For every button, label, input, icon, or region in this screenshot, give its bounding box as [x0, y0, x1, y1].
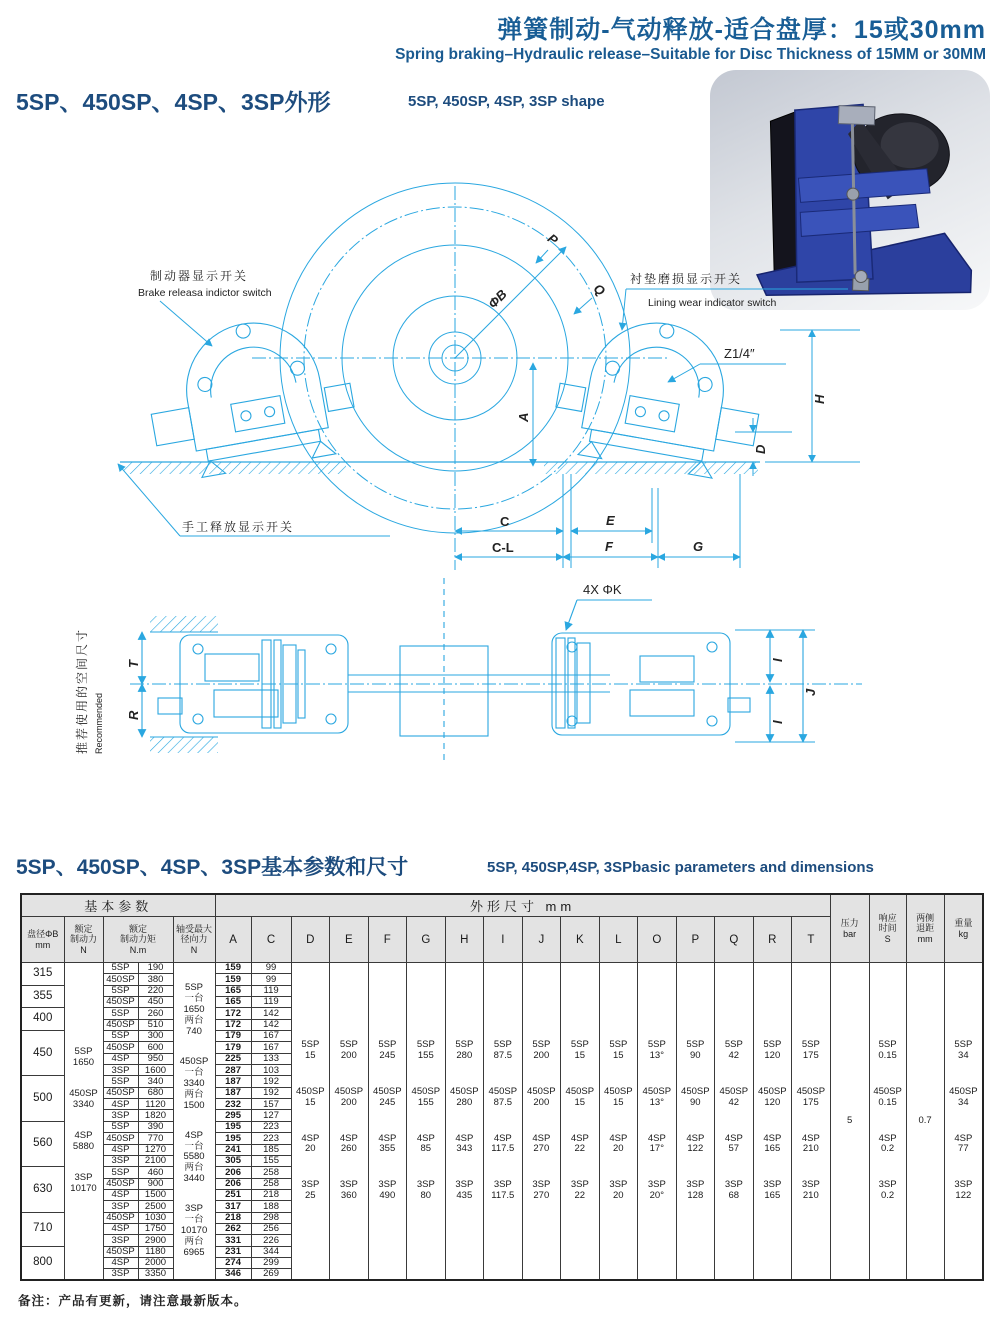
col-header-E: E: [330, 917, 369, 963]
ground-line: [120, 462, 760, 474]
cell-A: 195: [215, 1121, 251, 1132]
shape-section-title-en: 5SP, 450SP, 4SP, 3SP shape: [408, 93, 605, 110]
cell-torque: 340: [138, 1076, 173, 1087]
dim-label-e: E: [606, 513, 615, 528]
cell-A: 287: [215, 1065, 251, 1076]
cell-torque: 1750: [138, 1223, 173, 1234]
group-header-basic: 基本参数: [21, 894, 215, 917]
cell-model: 5SP: [103, 963, 138, 974]
lining-wear-label-en: Lining wear indicator switch: [648, 297, 777, 309]
cell-model: 450SP: [103, 1246, 138, 1257]
cell-A: 274: [215, 1257, 251, 1268]
dim-label-i1: I: [770, 658, 785, 662]
cell-torque: 770: [138, 1133, 173, 1144]
cell-C: 218: [251, 1189, 291, 1200]
cell-C: 167: [251, 1042, 291, 1053]
cell-model: 4SP: [103, 1144, 138, 1155]
cell-C: 99: [251, 974, 291, 985]
cell-dim-H: 5SP 280 450SP 280 4SP 343 3SP 435: [445, 963, 484, 1281]
cell-torque: 2900: [138, 1235, 173, 1246]
cell-model: 3SP: [103, 1110, 138, 1121]
cell-torque: 2100: [138, 1155, 173, 1166]
cell-model: 4SP: [103, 1223, 138, 1234]
cell-model: 3SP: [103, 1235, 138, 1246]
dim-label-j: J: [803, 688, 818, 696]
dim-label-a: A: [516, 412, 531, 422]
footer-note: 备注：产品有更新，请注意最新版本。: [18, 1294, 248, 1308]
cell-C: 298: [251, 1212, 291, 1223]
col-header-L: L: [599, 917, 638, 963]
col-header-disc: 盘径ΦB mm: [21, 917, 64, 963]
bolt-holes-label: 4X ΦK: [583, 582, 622, 597]
cell-C: 192: [251, 1076, 291, 1087]
col-header-K: K: [561, 917, 600, 963]
dim-label-d: D: [753, 444, 768, 454]
cell-diameter: 800: [21, 1246, 64, 1280]
dim-label-f: F: [605, 539, 613, 554]
right-caliper-top-view: [548, 307, 771, 484]
cell-A: 195: [215, 1133, 251, 1144]
cell-torque: 220: [138, 985, 173, 996]
cell-C: 119: [251, 985, 291, 996]
cell-model: 450SP: [103, 1133, 138, 1144]
cell-model: 3SP: [103, 1065, 138, 1076]
col-header-T: T: [792, 917, 831, 963]
dim-label-i2: I: [770, 720, 785, 724]
dim-label-p: P: [544, 230, 561, 248]
cell-model: 5SP: [103, 1167, 138, 1178]
cell-A: 241: [215, 1144, 251, 1155]
cell-dim-I: 5SP 87.5 450SP 87.5 4SP 117.5 3SP 117.5: [484, 963, 523, 1281]
technical-drawing: [0, 178, 1000, 808]
cell-weight: 5SP 34 450SP 34 4SP 77 3SP 122: [944, 963, 983, 1281]
cell-model: 450SP: [103, 1042, 138, 1053]
col-header-C: C: [251, 917, 291, 963]
cell-model: 5SP: [103, 1031, 138, 1042]
cell-model: 450SP: [103, 1178, 138, 1189]
cell-C: 185: [251, 1144, 291, 1155]
cell-radial-force: 5SP 一台 1650 两台 740 450SP 一台 3340 两台 1500 4SP 一台 5580 两台 3440 3SP 一台 10170 两台 6965: [173, 963, 215, 1281]
dim-label-phiB: ΦB: [484, 286, 510, 312]
cell-dim-T: 5SP 175 450SP 175 4SP 210 3SP 210: [792, 963, 831, 1281]
cell-C: 99: [251, 963, 291, 974]
cell-model: 450SP: [103, 1019, 138, 1030]
cell-A: 262: [215, 1223, 251, 1234]
left-caliper-top-view: [139, 307, 362, 484]
cell-A: 172: [215, 1008, 251, 1019]
col-header-G: G: [407, 917, 446, 963]
cell-torque: 950: [138, 1053, 173, 1064]
cell-A: 295: [215, 1110, 251, 1121]
cell-A: 218: [215, 1212, 251, 1223]
col-header-retract: 两侧 退距 mm: [906, 894, 944, 963]
cell-model: 450SP: [103, 1212, 138, 1223]
cell-model: 4SP: [103, 1257, 138, 1268]
cell-A: 232: [215, 1099, 251, 1110]
cell-torque: 2500: [138, 1201, 173, 1212]
cell-torque: 2000: [138, 1257, 173, 1268]
cell-diameter: 630: [21, 1167, 64, 1212]
dim-label-r: R: [126, 710, 141, 720]
cell-diameter: 450: [21, 1031, 64, 1076]
cell-rated-force: 5SP 1650 450SP 3340 4SP 5880 3SP 10170: [64, 963, 103, 1281]
cell-C: 258: [251, 1167, 291, 1178]
cell-dim-Q: 5SP 42 450SP 42 4SP 57 3SP 68: [715, 963, 754, 1281]
cell-model: 5SP: [103, 1076, 138, 1087]
col-header-force: 额定 制动力 N: [64, 917, 103, 963]
cell-diameter: 500: [21, 1076, 64, 1121]
cell-torque: 1500: [138, 1189, 173, 1200]
cell-A: 159: [215, 974, 251, 985]
cell-torque: 1180: [138, 1246, 173, 1257]
cell-model: 4SP: [103, 1053, 138, 1064]
col-header-J: J: [522, 917, 561, 963]
cell-dim-G: 5SP 155 450SP 155 4SP 85 3SP 80: [407, 963, 446, 1281]
cell-A: 172: [215, 1019, 251, 1030]
cell-dim-P: 5SP 90 450SP 90 4SP 122 3SP 128: [676, 963, 715, 1281]
col-header-A: A: [215, 917, 251, 963]
cell-torque: 900: [138, 1178, 173, 1189]
recommended-label-en: Recommended: [94, 692, 104, 754]
cell-A: 179: [215, 1031, 251, 1042]
cell-A: 165: [215, 985, 251, 996]
cell-diameter: 355: [21, 985, 64, 1008]
table-row: [21, 963, 983, 974]
cell-A: 187: [215, 1076, 251, 1087]
cell-dim-E: 5SP 200 450SP 200 4SP 260 3SP 360: [330, 963, 369, 1281]
cell-model: 3SP: [103, 1201, 138, 1212]
dim-label-t: T: [126, 660, 141, 668]
cell-pressure: 5: [830, 963, 869, 1281]
cell-torque: 1270: [138, 1144, 173, 1155]
dim-label-cl: C-L: [492, 540, 514, 555]
cell-dim-L: 5SP 15 450SP 15 4SP 20 3SP 20: [599, 963, 638, 1281]
cell-model: 450SP: [103, 997, 138, 1008]
params-section-title-en: 5SP, 450SP,4SP, 3SPbasic parameters and dimensions: [487, 859, 874, 876]
group-header-dims: 外形尺寸 mm: [215, 894, 830, 917]
cell-C: 142: [251, 1008, 291, 1019]
col-header-response: 响应 时间 S: [869, 894, 906, 963]
cell-diameter: 710: [21, 1212, 64, 1246]
cell-A: 251: [215, 1189, 251, 1200]
col-header-P: P: [676, 917, 715, 963]
page-title: 弹簧制动-气动释放-适合盘厚：15或30mm: [497, 16, 986, 44]
cell-A: 179: [215, 1042, 251, 1053]
dim-label-q: Q: [590, 280, 608, 299]
cell-retract: 0.7: [906, 963, 944, 1281]
cell-model: 3SP: [103, 1269, 138, 1280]
cell-torque: 1600: [138, 1065, 173, 1076]
brake-release-label-zh: 制动器显示开关: [150, 269, 249, 283]
page-subtitle: Spring braking–Hydraulic release–Suitable for Disc Thickness of 15MM or 30MM: [395, 46, 986, 63]
recommended-label-zh: 推荐使用的空间尺寸: [75, 627, 89, 754]
cell-response: 5SP 0.15 450SP 0.15 4SP 0.2 3SP 0.2: [869, 963, 906, 1281]
cell-A: 225: [215, 1053, 251, 1064]
cell-C: 344: [251, 1246, 291, 1257]
cell-A: 231: [215, 1246, 251, 1257]
cell-C: 103: [251, 1065, 291, 1076]
lining-wear-label-zh: 衬垫磨损显示开关: [630, 272, 743, 286]
disc-top-view: [252, 183, 668, 570]
cell-model: 450SP: [103, 1087, 138, 1098]
dim-label-g: G: [693, 539, 704, 554]
brake-release-label-en: Brake releasa indictor switch: [138, 287, 272, 299]
cell-C: 299: [251, 1257, 291, 1268]
cell-C: 223: [251, 1121, 291, 1132]
cell-A: 206: [215, 1178, 251, 1189]
cell-A: 305: [215, 1155, 251, 1166]
cell-model: 4SP: [103, 1189, 138, 1200]
cell-torque: 1030: [138, 1212, 173, 1223]
cell-model: 4SP: [103, 1099, 138, 1110]
cell-torque: 510: [138, 1019, 173, 1030]
col-header-F: F: [368, 917, 407, 963]
cell-C: 133: [251, 1053, 291, 1064]
col-header-pressure: 压力 bar: [830, 894, 869, 963]
cell-A: 331: [215, 1235, 251, 1246]
cell-diameter: 400: [21, 1008, 64, 1031]
col-header-H: H: [445, 917, 484, 963]
params-section-title-zh: 5SP、450SP、4SP、3SP基本参数和尺寸: [16, 856, 409, 879]
cell-A: 187: [215, 1087, 251, 1098]
cell-A: 346: [215, 1269, 251, 1280]
cell-C: 226: [251, 1235, 291, 1246]
cell-torque: 380: [138, 974, 173, 985]
thread-label: Z1/4″: [724, 346, 755, 361]
cell-torque: 190: [138, 963, 173, 974]
cell-C: 256: [251, 1223, 291, 1234]
cell-dim-F: 5SP 245 450SP 245 4SP 355 3SP 490: [368, 963, 407, 1281]
cell-C: 119: [251, 997, 291, 1008]
cell-torque: 1820: [138, 1110, 173, 1121]
cell-model: 5SP: [103, 1121, 138, 1132]
col-header-I: I: [484, 917, 523, 963]
cell-C: 142: [251, 1019, 291, 1030]
side-view: [130, 578, 862, 763]
shape-section-title-zh: 5SP、450SP、4SP、3SP外形: [16, 89, 331, 115]
cell-dim-R: 5SP 120 450SP 120 4SP 165 3SP 165: [753, 963, 792, 1281]
col-header-radial: 轴受最大 径向力 N: [173, 917, 215, 963]
manual-release-label-zh: 手工释放显示开关: [182, 520, 295, 534]
cell-C: 155: [251, 1155, 291, 1166]
vertical-dims: [533, 330, 860, 476]
col-header-O: O: [638, 917, 677, 963]
cell-torque: 1120: [138, 1099, 173, 1110]
cell-C: 192: [251, 1087, 291, 1098]
col-header-R: R: [753, 917, 792, 963]
cell-torque: 3350: [138, 1269, 173, 1280]
col-header-D: D: [291, 917, 330, 963]
cell-A: 206: [215, 1167, 251, 1178]
cell-torque: 260: [138, 1008, 173, 1019]
dim-label-h: H: [812, 394, 827, 404]
cell-torque: 680: [138, 1087, 173, 1098]
cell-dim-J: 5SP 200 450SP 200 4SP 270 3SP 270: [522, 963, 561, 1281]
cell-C: 188: [251, 1201, 291, 1212]
cell-dim-K: 5SP 15 450SP 15 4SP 22 3SP 22: [561, 963, 600, 1281]
cell-A: 159: [215, 963, 251, 974]
params-table: [20, 893, 984, 1281]
cell-dim-O: 5SP 13° 450SP 13° 4SP 17° 3SP 20°: [638, 963, 677, 1281]
cell-diameter: 560: [21, 1121, 64, 1166]
cell-A: 165: [215, 997, 251, 1008]
cell-model: 3SP: [103, 1155, 138, 1166]
cell-C: 127: [251, 1110, 291, 1121]
cell-C: 258: [251, 1178, 291, 1189]
cell-torque: 450: [138, 997, 173, 1008]
cell-torque: 300: [138, 1031, 173, 1042]
cell-model: 5SP: [103, 985, 138, 996]
cell-C: 167: [251, 1031, 291, 1042]
col-header-weight: 重量 kg: [944, 894, 983, 963]
col-header-torque: 额定 制动力矩 N.m: [103, 917, 173, 963]
dim-label-c: C: [500, 514, 510, 529]
cell-C: 157: [251, 1099, 291, 1110]
cell-C: 223: [251, 1133, 291, 1144]
cell-dim-D: 5SP 15 450SP 15 4SP 20 3SP 25: [291, 963, 330, 1281]
cell-A: 317: [215, 1201, 251, 1212]
cell-torque: 600: [138, 1042, 173, 1053]
drawing-annotations: [118, 231, 848, 536]
cell-model: 450SP: [103, 974, 138, 985]
cell-model: 5SP: [103, 1008, 138, 1019]
cell-torque: 460: [138, 1167, 173, 1178]
cell-torque: 390: [138, 1121, 173, 1132]
cell-C: 269: [251, 1269, 291, 1280]
col-header-Q: Q: [715, 917, 754, 963]
cell-diameter: 315: [21, 963, 64, 986]
